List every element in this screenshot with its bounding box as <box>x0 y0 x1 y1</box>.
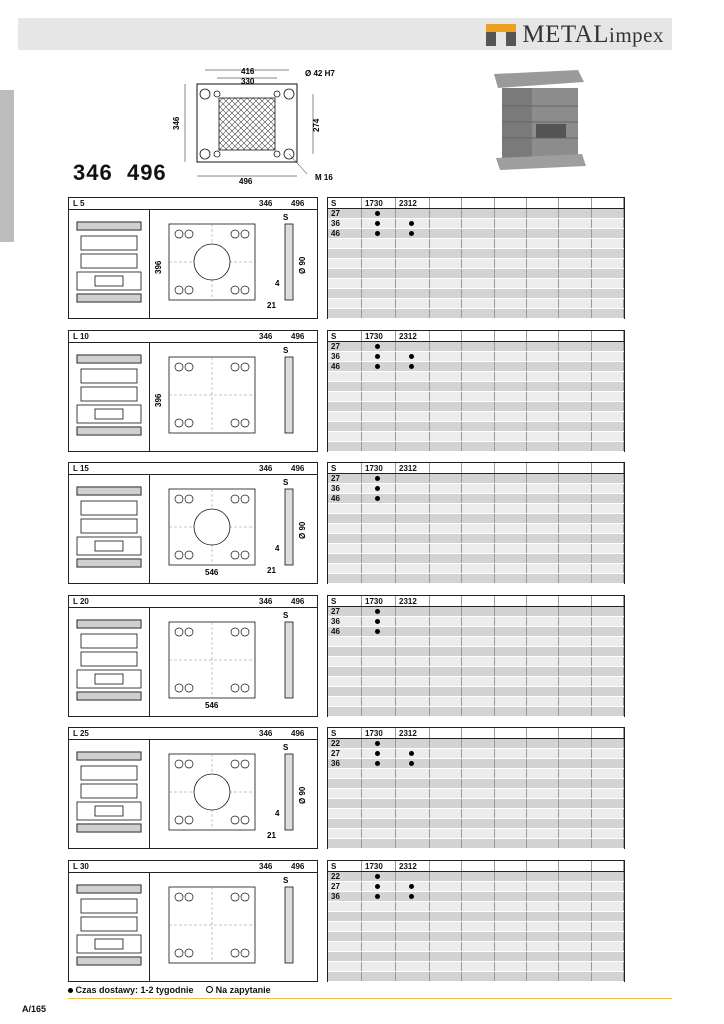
table-row <box>328 657 624 667</box>
filled-bullet-icon <box>375 884 380 889</box>
table-row <box>328 707 624 717</box>
table-row <box>328 494 624 504</box>
avail-2312-cell <box>396 362 430 372</box>
section-dim-length: 496 <box>291 199 305 208</box>
table-row <box>328 249 624 259</box>
header-s: S <box>328 861 362 872</box>
avail-2312-cell <box>396 484 430 494</box>
header-1730: 1730 <box>362 463 396 474</box>
thickness-cell: 36 <box>328 892 362 902</box>
table-row <box>328 922 624 932</box>
table-row <box>328 239 624 249</box>
table-row <box>328 219 624 229</box>
section-dim-4: 4 <box>275 544 280 553</box>
table-row <box>328 229 624 239</box>
table-row <box>328 299 624 309</box>
table-row <box>328 474 624 484</box>
section-dim-width: 346 <box>259 729 273 738</box>
avail-2312-cell <box>396 882 430 892</box>
thickness-cell: 36 <box>328 617 362 627</box>
hollow-bullet-icon <box>206 986 213 993</box>
avail-1730-cell <box>362 494 396 504</box>
avail-2312-cell <box>396 474 430 484</box>
availability-table <box>327 197 625 319</box>
filled-bullet-icon <box>375 609 380 614</box>
avail-1730-cell <box>362 739 396 749</box>
table-row <box>328 872 624 882</box>
table-row <box>328 412 624 422</box>
section-drawing-panel <box>68 462 318 584</box>
table-row <box>328 677 624 687</box>
table-row <box>328 279 624 289</box>
avail-1730-cell <box>362 627 396 637</box>
table-row <box>328 392 624 402</box>
avail-2312-cell <box>396 352 430 362</box>
filled-bullet-icon <box>409 364 414 369</box>
table-row <box>328 574 624 584</box>
header-1730: 1730 <box>362 728 396 739</box>
table-row <box>328 687 624 697</box>
header-s: S <box>328 331 362 342</box>
avail-1730-cell <box>362 484 396 494</box>
avail-2312-cell <box>396 219 430 229</box>
avail-2312-cell <box>396 627 430 637</box>
section-s-mark: S <box>283 611 289 620</box>
section-dim-length: 496 <box>291 464 305 473</box>
table-row <box>328 514 624 524</box>
table-header-row <box>328 198 624 209</box>
filled-bullet-icon <box>375 496 380 501</box>
page-title: 346 496 <box>73 160 167 185</box>
section-drawing <box>69 210 317 316</box>
section-drawing <box>69 873 317 979</box>
filled-bullet-icon <box>409 231 414 236</box>
table-row <box>328 352 624 362</box>
side-tab <box>0 90 14 242</box>
avail-1730-cell <box>362 229 396 239</box>
section-label: L 25 <box>73 729 89 738</box>
filled-bullet-icon <box>375 761 380 766</box>
table-row <box>328 809 624 819</box>
section-header <box>69 331 317 343</box>
table-row <box>328 442 624 452</box>
table-row <box>328 402 624 412</box>
filled-bullet-icon <box>68 988 73 993</box>
svg-text:346: 346 <box>172 116 181 130</box>
table-row <box>328 912 624 922</box>
logo-mark-icon <box>486 24 516 46</box>
filled-bullet-icon <box>375 619 380 624</box>
filled-bullet-icon <box>409 894 414 899</box>
section-label: L 20 <box>73 597 89 606</box>
section-label: L 15 <box>73 464 89 473</box>
avail-2312-cell <box>396 229 430 239</box>
avail-2312-cell <box>396 872 430 882</box>
avail-1730-cell <box>362 219 396 229</box>
table-row <box>328 617 624 627</box>
table-row <box>328 342 624 352</box>
page-number: A/165 <box>22 1004 47 1014</box>
table-row <box>328 362 624 372</box>
section-header <box>69 596 317 608</box>
section-header <box>69 861 317 873</box>
table-row <box>328 647 624 657</box>
thickness-cell: 36 <box>328 759 362 769</box>
section-drawing-panel <box>68 727 318 849</box>
filled-bullet-icon <box>375 629 380 634</box>
table-row <box>328 422 624 432</box>
mold-base-photo <box>488 62 588 172</box>
table-row <box>328 564 624 574</box>
thickness-cell: 36 <box>328 352 362 362</box>
section-dim-width: 346 <box>259 199 273 208</box>
section-dim-side: 396 <box>154 260 163 274</box>
header-2312: 2312 <box>396 331 430 342</box>
avail-2312-cell <box>396 749 430 759</box>
svg-text:274: 274 <box>312 118 321 132</box>
avail-2312-cell <box>396 494 430 504</box>
filled-bullet-icon <box>409 884 414 889</box>
top-plate-drawing <box>172 62 355 188</box>
header-s: S <box>328 463 362 474</box>
thickness-cell: 46 <box>328 229 362 239</box>
table-row <box>328 372 624 382</box>
table-row <box>328 952 624 962</box>
avail-1730-cell <box>362 749 396 759</box>
footer-line <box>68 998 672 999</box>
avail-1730-cell <box>362 474 396 484</box>
filled-bullet-icon <box>375 344 380 349</box>
filled-bullet-icon <box>409 751 414 756</box>
filled-bullet-icon <box>409 354 414 359</box>
header-s: S <box>328 728 362 739</box>
header-2312: 2312 <box>396 198 430 209</box>
header-1730: 1730 <box>362 861 396 872</box>
svg-text:416: 416 <box>241 67 255 76</box>
section-label: L 30 <box>73 862 89 871</box>
header-1730: 1730 <box>362 596 396 607</box>
filled-bullet-icon <box>409 221 414 226</box>
section-dim-bottom: 546 <box>205 701 219 710</box>
filled-bullet-icon <box>375 486 380 491</box>
avail-1730-cell <box>362 352 396 362</box>
section-dim-width: 346 <box>259 862 273 871</box>
section-dim-21: 21 <box>267 566 276 575</box>
avail-2312-cell <box>396 759 430 769</box>
availability-table <box>327 595 625 717</box>
section-dim-4: 4 <box>275 279 280 288</box>
section-drawing-panel <box>68 330 318 452</box>
table-row <box>328 504 624 514</box>
table-row <box>328 309 624 319</box>
header-2312: 2312 <box>396 596 430 607</box>
section-dim-21: 21 <box>267 831 276 840</box>
table-row <box>328 607 624 617</box>
thickness-cell: 36 <box>328 219 362 229</box>
filled-bullet-icon <box>375 894 380 899</box>
section-drawing-panel <box>68 595 318 717</box>
svg-text:Ø 42 H7: Ø 42 H7 <box>305 69 335 78</box>
header-s: S <box>328 198 362 209</box>
table-row <box>328 627 624 637</box>
filled-bullet-icon <box>375 221 380 226</box>
section-dim-diameter: Ø 90 <box>298 786 307 804</box>
table-row <box>328 892 624 902</box>
filled-bullet-icon <box>409 761 414 766</box>
section-s-mark: S <box>283 876 289 885</box>
avail-1730-cell <box>362 209 396 219</box>
section-label: L 10 <box>73 332 89 341</box>
section-s-mark: S <box>283 213 289 222</box>
filled-bullet-icon <box>375 751 380 756</box>
filled-bullet-icon <box>375 354 380 359</box>
thickness-cell: 27 <box>328 882 362 892</box>
avail-1730-cell <box>362 872 396 882</box>
section-dim-width: 346 <box>259 464 273 473</box>
thickness-cell: 22 <box>328 872 362 882</box>
table-row <box>328 749 624 759</box>
header-1730: 1730 <box>362 331 396 342</box>
svg-text:M 16: M 16 <box>315 173 333 182</box>
thickness-cell: 27 <box>328 474 362 484</box>
avail-2312-cell <box>396 739 430 749</box>
avail-2312-cell <box>396 617 430 627</box>
table-header-row <box>328 463 624 474</box>
section-drawing <box>69 608 317 714</box>
avail-1730-cell <box>362 607 396 617</box>
thickness-cell: 22 <box>328 739 362 749</box>
avail-1730-cell <box>362 362 396 372</box>
logo-text: METALimpex <box>522 21 664 48</box>
avail-1730-cell <box>362 342 396 352</box>
section-dim-length: 496 <box>291 597 305 606</box>
table-row <box>328 739 624 749</box>
table-header-row <box>328 728 624 739</box>
table-row <box>328 882 624 892</box>
avail-2312-cell <box>396 209 430 219</box>
thickness-cell: 46 <box>328 362 362 372</box>
table-row <box>328 942 624 952</box>
thickness-cell: 46 <box>328 494 362 504</box>
table-row <box>328 839 624 849</box>
section-dim-diameter: Ø 90 <box>298 521 307 539</box>
avail-1730-cell <box>362 617 396 627</box>
table-row <box>328 972 624 982</box>
table-row <box>328 554 624 564</box>
filled-bullet-icon <box>375 874 380 879</box>
svg-text:330: 330 <box>241 77 255 86</box>
table-row <box>328 259 624 269</box>
section-drawing <box>69 343 317 449</box>
filled-bullet-icon <box>375 364 380 369</box>
section-dim-length: 496 <box>291 332 305 341</box>
table-row <box>328 289 624 299</box>
section-dim-side: 396 <box>154 393 163 407</box>
filled-bullet-icon <box>375 476 380 481</box>
thickness-cell: 27 <box>328 607 362 617</box>
table-row <box>328 932 624 942</box>
section-drawing-panel <box>68 860 318 982</box>
header-s: S <box>328 596 362 607</box>
header-2312: 2312 <box>396 728 430 739</box>
table-row <box>328 269 624 279</box>
section-dim-21: 21 <box>267 301 276 310</box>
table-row <box>328 637 624 647</box>
table-row <box>328 962 624 972</box>
avail-1730-cell <box>362 892 396 902</box>
section-dim-bottom: 546 <box>205 568 219 577</box>
table-header-row <box>328 596 624 607</box>
header-1730: 1730 <box>362 198 396 209</box>
table-header-row <box>328 331 624 342</box>
section-s-mark: S <box>283 478 289 487</box>
thickness-cell: 46 <box>328 627 362 637</box>
section-header <box>69 728 317 740</box>
table-row <box>328 829 624 839</box>
legend: Czas dostawy: 1-2 tygodnie Na zapytanie <box>68 985 271 995</box>
avail-2312-cell <box>396 607 430 617</box>
availability-table <box>327 330 625 452</box>
availability-table <box>327 860 625 982</box>
section-header <box>69 463 317 475</box>
avail-2312-cell <box>396 892 430 902</box>
metalimpex-logo <box>486 22 664 48</box>
table-row <box>328 789 624 799</box>
filled-bullet-icon <box>375 211 380 216</box>
section-dim-width: 346 <box>259 332 273 341</box>
table-row <box>328 902 624 912</box>
section-dim-4: 4 <box>275 809 280 818</box>
table-row <box>328 759 624 769</box>
section-drawing <box>69 475 317 581</box>
avail-2312-cell <box>396 342 430 352</box>
section-s-mark: S <box>283 346 289 355</box>
thickness-cell: 27 <box>328 749 362 759</box>
filled-bullet-icon <box>375 231 380 236</box>
section-dim-length: 496 <box>291 729 305 738</box>
table-row <box>328 484 624 494</box>
table-row <box>328 209 624 219</box>
availability-table <box>327 727 625 849</box>
table-row <box>328 382 624 392</box>
filled-bullet-icon <box>375 741 380 746</box>
section-header <box>69 198 317 210</box>
section-drawing <box>69 740 317 846</box>
table-row <box>328 779 624 789</box>
thickness-cell: 27 <box>328 342 362 352</box>
thickness-cell: 27 <box>328 209 362 219</box>
table-row <box>328 544 624 554</box>
table-row <box>328 667 624 677</box>
section-dim-length: 496 <box>291 862 305 871</box>
table-row <box>328 524 624 534</box>
table-row <box>328 534 624 544</box>
table-header-row <box>328 861 624 872</box>
table-row <box>328 819 624 829</box>
avail-1730-cell <box>362 882 396 892</box>
table-row <box>328 769 624 779</box>
avail-1730-cell <box>362 759 396 769</box>
table-row <box>328 697 624 707</box>
section-dim-width: 346 <box>259 597 273 606</box>
table-row <box>328 799 624 809</box>
section-label: L 5 <box>73 199 85 208</box>
svg-text:496: 496 <box>239 177 253 186</box>
thickness-cell: 36 <box>328 484 362 494</box>
table-row <box>328 432 624 442</box>
header-2312: 2312 <box>396 861 430 872</box>
header-2312: 2312 <box>396 463 430 474</box>
section-dim-diameter: Ø 90 <box>298 256 307 274</box>
section-drawing-panel <box>68 197 318 319</box>
availability-table <box>327 462 625 584</box>
section-s-mark: S <box>283 743 289 752</box>
